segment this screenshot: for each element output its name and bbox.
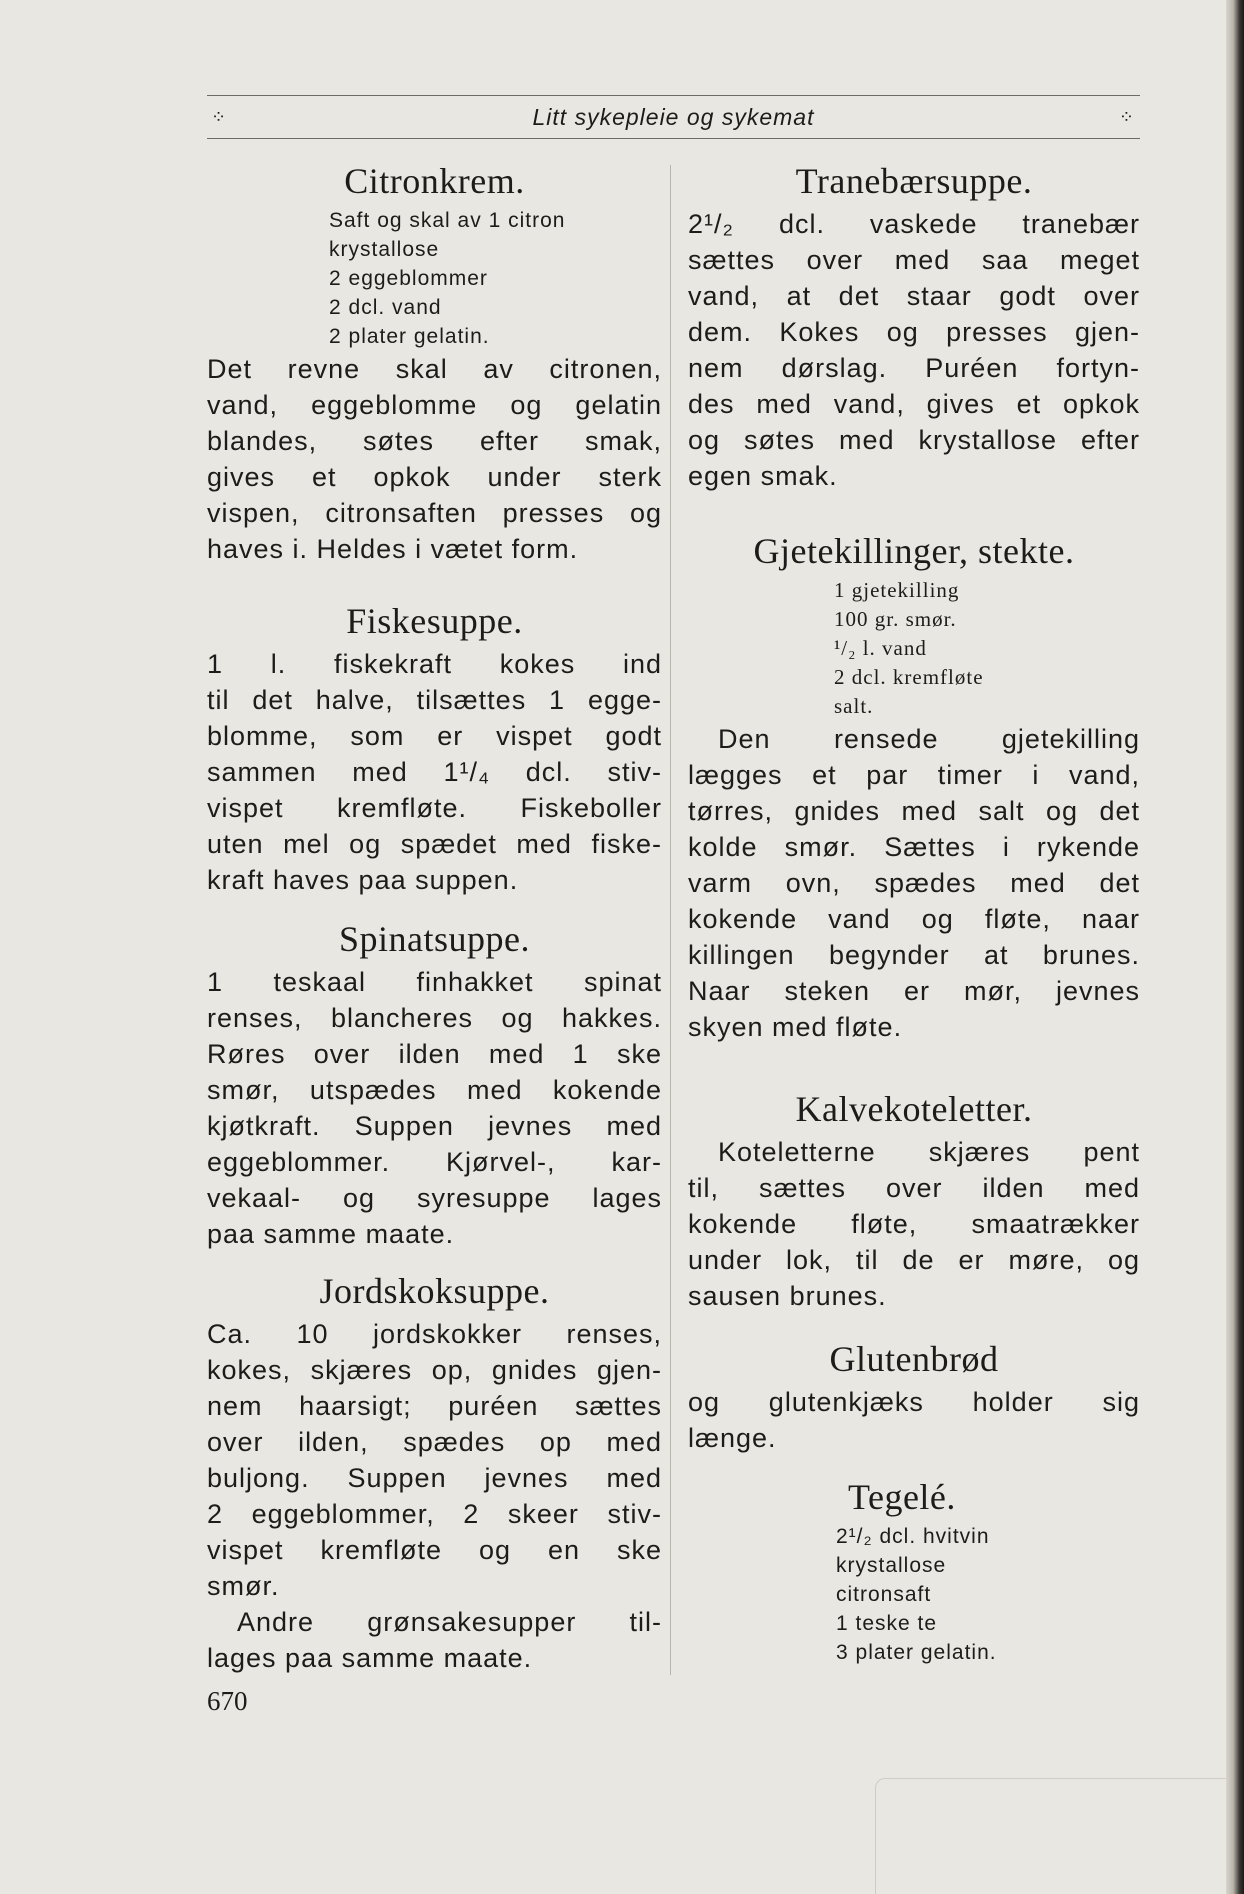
text-line: Den rensede gjetekilling [718, 724, 1140, 754]
recipe-text [207, 351, 662, 567]
text-line: nem haarsigt; puréen sættes [207, 1391, 662, 1421]
recipe-title: Gjetekillinger, stekte. [753, 531, 1075, 571]
ingredient-list [688, 1522, 1140, 1667]
recipe-tranebaersuppe [688, 160, 1140, 494]
ingredient: 2 plater gelatin. [329, 325, 490, 348]
text-line: kjøtkraft. Suppen jevnes med [207, 1111, 662, 1141]
text-line: smør. [207, 1571, 280, 1601]
text-line: og glutenkjæks holder sig [688, 1387, 1140, 1417]
text-line: sættes over med saa meget [688, 245, 1140, 275]
recipe-jordskoksuppe [207, 1270, 662, 1676]
ingredient: 1 teske te [836, 1612, 938, 1635]
ornament-right-icon: ⁘ [1118, 107, 1134, 127]
text-line: eggeblommer. Kjørvel-, kar- [207, 1147, 662, 1177]
recipe-title: Tegelé. [848, 1477, 956, 1517]
text-line: 2¹/₂ dcl. vaskede tranebær [688, 209, 1140, 239]
ingredient: krystallose [836, 1554, 947, 1577]
text-line: skyen med fløte. [688, 1012, 903, 1042]
text-line: vispen, citronsaften presses og [207, 498, 662, 528]
text-line: vekaal- og syresuppe lages [207, 1183, 662, 1213]
text-line: kraft haves paa suppen. [207, 865, 519, 895]
text-line: og søtes med krystallose efter [688, 425, 1140, 455]
text-line: sausen brunes. [688, 1281, 887, 1311]
text-line: buljong. Suppen jevnes med [207, 1463, 662, 1493]
column-divider [670, 165, 671, 1675]
text-line: længe. [688, 1423, 777, 1453]
ingredient: Saft og skal av 1 citron [329, 209, 566, 232]
ingredient: citronsaft [836, 1583, 932, 1606]
recipe-text [207, 646, 662, 898]
page-number: 670 [207, 1686, 248, 1716]
text-line: lages paa samme maate. [207, 1643, 533, 1673]
text-line: 1 teskaal finhakket spinat [207, 967, 662, 997]
recipe-spinatsuppe [207, 918, 662, 1252]
text-line: vand, at det staar godt over [688, 281, 1140, 311]
text-line: killingen begynder at brunes. [688, 940, 1140, 970]
ingredient: ¹/₂ l. vand [834, 636, 927, 660]
text-line: lægges et par timer i vand, [688, 760, 1140, 790]
recipe-title: Kalvekoteletter. [795, 1089, 1033, 1129]
recipe-title: Jordskoksuppe. [319, 1271, 550, 1311]
text-line: blomme, som er vispet godt [207, 721, 662, 751]
recipe-title: Tranebærsuppe. [795, 161, 1033, 201]
text-line: under lok, til de er møre, og [688, 1245, 1140, 1275]
running-header [207, 95, 1140, 139]
header-title: Litt sykepleie og sykemat [532, 103, 815, 130]
text-line: Koteletterne skjæres pent [718, 1137, 1140, 1167]
ornament-left-icon: ⁘ [211, 107, 227, 127]
recipe-tegele [688, 1476, 1140, 1667]
recipe-text [688, 721, 1140, 1045]
text-line: gives et opkok under sterk [207, 462, 662, 492]
text-line: dem. Kokes og presses gjen- [688, 317, 1140, 347]
text-line: Ca. 10 jordskokker renses, [207, 1319, 662, 1349]
page-edge [1226, 0, 1244, 1894]
recipe-text [688, 206, 1140, 494]
recipe-title: Glutenbrød [829, 1339, 999, 1379]
text-line: over ilden, spædes op med [207, 1427, 662, 1457]
ingredient: 2¹/₂ dcl. hvitvin [836, 1525, 990, 1548]
text-line: vand, eggeblomme og gelatin [207, 390, 662, 420]
text-line: kokes, skjæres op, gnides gjen- [207, 1355, 662, 1385]
text-line: 2 eggeblommer, 2 skeer stiv- [207, 1499, 662, 1529]
text-line: egen smak. [688, 461, 838, 491]
ingredient: 2 dcl. vand [329, 296, 442, 319]
recipe-fiskesuppe [207, 600, 662, 898]
recipe-gjetekillinger [688, 530, 1140, 1045]
text-line: kokende vand og fløte, naar [688, 904, 1140, 934]
text-line: nem dørslag. Puréen fortyn- [688, 353, 1140, 383]
recipe-title: Fiskesuppe. [346, 601, 523, 641]
text-line: vispet kremfløte. Fiskeboller [207, 793, 662, 823]
text-line: paa samme maate. [207, 1219, 455, 1249]
corner-mark [875, 1778, 1226, 1894]
text-line: varm ovn, spædes med det [688, 868, 1140, 898]
text-line: Andre grønsakesupper til- [237, 1607, 662, 1637]
text-line: blandes, søtes efter smak, [207, 426, 662, 456]
recipe-text [688, 1384, 1140, 1456]
text-line: tørres, gnides med salt og det [688, 796, 1140, 826]
recipe-text [207, 964, 662, 1252]
text-line: haves i. Heldes i vætet form. [207, 534, 579, 564]
text-line: Det revne skal av citronen, [207, 354, 662, 384]
ingredient: 2 dcl. kremfløte [834, 665, 984, 689]
ingredient: 1 gjetekilling [834, 578, 960, 602]
text-line: Røres over ilden med 1 ske [207, 1039, 662, 1069]
recipe-text [207, 1316, 662, 1676]
ingredient: krystallose [329, 238, 440, 261]
text-line: uten mel og spædet med fiske- [207, 829, 662, 859]
recipe-title: Citronkrem. [344, 161, 525, 201]
recipe-glutenbrod [688, 1338, 1140, 1456]
ingredient: salt. [834, 694, 874, 718]
text-line: des med vand, gives et opkok [688, 389, 1140, 419]
text-line: til, sættes over ilden med [688, 1173, 1140, 1203]
text-line: sammen med 1¹/₄ dcl. stiv- [207, 757, 662, 787]
text-line: kolde smør. Sættes i rykende [688, 832, 1140, 862]
text-line: renses, blancheres og hakkes. [207, 1003, 662, 1033]
ingredient-list [207, 206, 662, 351]
text-line: smør, utspædes med kokende [207, 1075, 662, 1105]
ingredient: 100 gr. smør. [834, 607, 957, 631]
recipe-citronkrem [207, 160, 662, 567]
text-line: vispet kremfløte og en ske [207, 1535, 662, 1565]
text-line: Naar steken er mør, jevnes [688, 976, 1140, 1006]
recipe-kalvekoteletter [688, 1088, 1140, 1314]
text-line: til det halve, tilsættes 1 egge- [207, 685, 662, 715]
recipe-text [688, 1134, 1140, 1314]
ingredient: 3 plater gelatin. [836, 1641, 997, 1664]
text-line: kokende fløte, smaatrækker [688, 1209, 1140, 1239]
recipe-title: Spinatsuppe. [339, 919, 530, 959]
ingredient: 2 eggeblommer [329, 267, 488, 290]
ingredient-list [688, 576, 1140, 721]
text-line: 1 l. fiskekraft kokes ind [207, 649, 662, 679]
